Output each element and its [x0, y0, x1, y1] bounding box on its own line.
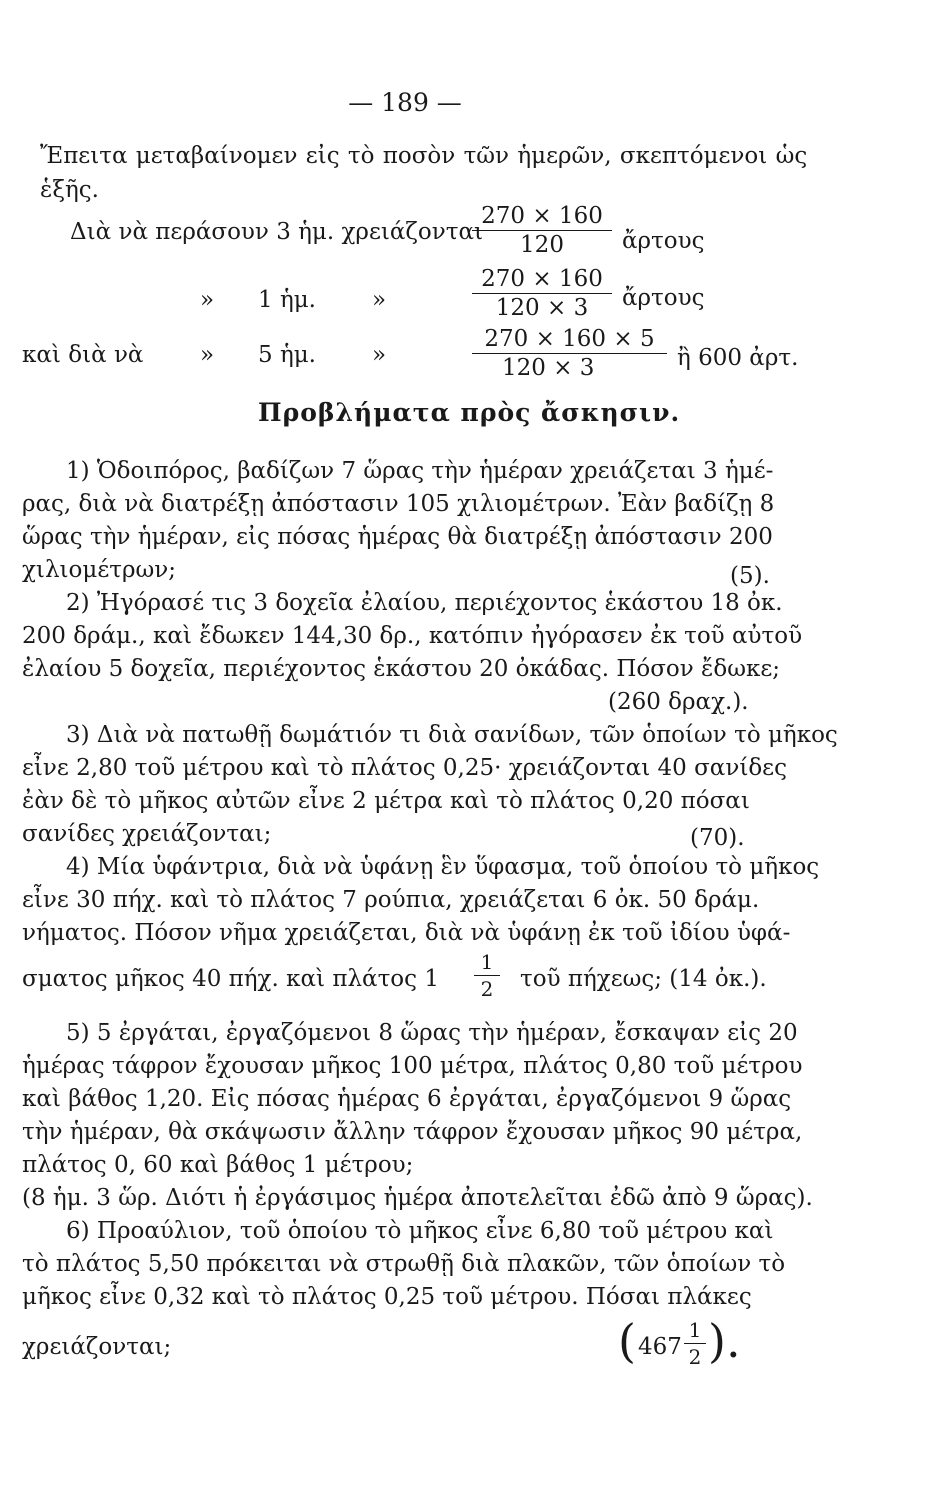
problem-6-line-2: τὸ πλάτος 5,50 πρόκειται νὰ στρωθῇ διὰ πλακῶν, τῶν ὁποίων τὸ [22, 1251, 786, 1277]
problem-3-line-4: σανίδες χρειάζονται; [22, 821, 272, 847]
half-fraction [474, 950, 500, 1001]
problem-6-line-1: 6) Προαύλιον, τοῦ ὁποίου τὸ μῆκος εἶνε 6,80 τοῦ μέτρου καὶ [66, 1218, 774, 1244]
problem-5-line-3: καὶ βάθος 1,20. Εἰς πόσας ἡμέρας 6 ἐργάται, ἐργαζόμενοι 9 ὥρας [22, 1086, 792, 1112]
answer-close-paren: ). [708, 1314, 741, 1368]
problem-1-line-4: χιλιομέτρων; [22, 557, 176, 583]
half-denominator: 2 [480, 977, 494, 1001]
derivation-3-result: ἢ 600 ἀρτ. [677, 345, 799, 371]
answer-open-paren: ( [618, 1314, 636, 1368]
answer-numerator: 1 [688, 1318, 702, 1342]
problem-6-line-3: μῆκος εἶνε 0,32 καὶ τὸ πλάτος 0,25 τοῦ μέτρου. Πόσαι πλάκες [22, 1284, 752, 1310]
derivation-1-unit: ἄρτους [622, 228, 705, 254]
problem-4-line-3: νήματος. Πόσον νῆμα χρειάζεται, διὰ νὰ ὑφάνῃ ἐκ τοῦ ἰδίου ὑφά- [22, 920, 791, 946]
derivation-3-days: 5 ἡμ. [258, 342, 316, 368]
derivation-2-days: 1 ἡμ. [258, 287, 316, 313]
derivation-3-fraction [472, 326, 667, 381]
section-heading: Προβλήματα πρὸς ἄσκησιν. [258, 398, 681, 427]
derivation-2-quote-2: » [372, 287, 387, 313]
fraction-bar [474, 975, 500, 976]
problem-2-line-2: 200 δράμ., καὶ ἔδωκεν 144,30 δρ., κατόπιν ἠγόρασεν ἐκ τοῦ αὐτοῦ [22, 623, 803, 649]
answer-whole: 467 [638, 1334, 682, 1360]
derivation-1-fraction [472, 203, 612, 258]
problem-5-line-4: τὴν ἡμέραν, θὰ σκάψωσιν ἄλλην τάφρον ἔχουσαν μῆκος 90 μέτρα, [22, 1119, 803, 1145]
problem-4-line-4-start: σματος μῆκος 40 πήχ. καὶ πλάτος 1 [22, 966, 439, 992]
problem-4-line-2: εἶνε 30 πήχ. καὶ τὸ πλάτος 7 ρούπια, χρειάζεται 6 ὀκ. 50 δράμ. [22, 887, 760, 913]
derivation-3-numerator: 270 × 160 × 5 [484, 326, 655, 352]
problem-2-line-3: ἐλαίου 5 δοχεῖα, περιέχοντος ἑκάστου 20 ὀκάδας. Πόσον ἔδωκε; [22, 656, 781, 682]
problem-5-line-2: ἡμέρας τάφρον ἔχουσαν μῆκος 100 μέτρα, πλάτος 0,80 τοῦ μέτρου [22, 1053, 803, 1079]
derivation-2-numerator: 270 × 160 [481, 266, 603, 292]
problem-3-line-1: 3) Διὰ νὰ πατωθῇ δωμάτιόν τι διὰ σανίδων, τῶν ὁποίων τὸ μῆκος [66, 722, 838, 748]
problem-1-line-2: ρας, διὰ νὰ διατρέξῃ ἀπόστασιν 105 χιλιομέτρων. Ἐὰν βαδίζῃ 8 [22, 491, 775, 517]
fraction-bar [684, 1343, 706, 1344]
derivation-1-numerator: 270 × 160 [481, 203, 603, 229]
derivation-2-denominator: 120 × 3 [495, 295, 589, 321]
problem-1-answer: (5). [730, 563, 770, 589]
derivation-3-quote-1: » [200, 342, 215, 368]
page-number: — 189 — [348, 88, 462, 117]
derivation-1-label: Διὰ νὰ περάσουν 3 ἡμ. χρειάζονται [70, 219, 483, 245]
answer-fraction [684, 1318, 706, 1369]
problem-6-line-4: χρειάζονται; [22, 1334, 172, 1360]
problem-3-answer: (70). [690, 825, 745, 851]
problem-1-line-1: 1) Ὁδοιπόρος, βαδίζων 7 ὥρας τὴν ἡμέραν χρειάζεται 3 ἡμέ- [66, 458, 774, 484]
fraction-bar [472, 293, 612, 294]
derivation-2-unit: ἄρτους [622, 285, 705, 311]
derivation-2-quote-1: » [200, 287, 215, 313]
problem-4-line-1: 4) Μία ὑφάντρια, διὰ νὰ ὑφάνῃ ἓν ὕφασμα, τοῦ ὁποίου τὸ μῆκος [66, 854, 820, 880]
derivation-1-denominator: 120 [520, 232, 564, 258]
problem-3-line-3: ἐὰν δὲ τὸ μῆκος αὐτῶν εἶνε 2 μέτρα καὶ τὸ πλάτος 0,20 πόσαι [22, 788, 750, 814]
intro-line-2: ἑξῆς. [40, 177, 99, 203]
intro-line-1: Ἔπειτα μεταβαίνομεν εἰς τὸ ποσὸν τῶν ἡμερῶν, σκεπτόμενοι ὡς [40, 143, 808, 169]
problem-3-line-2: εἶνε 2,80 τοῦ μέτρου καὶ τὸ πλάτος 0,25· χρειάζονται 40 σανίδες [22, 755, 787, 781]
derivation-3-denominator: 120 × 3 [502, 355, 595, 381]
problem-5-line-1: 5) 5 ἐργάται, ἐργαζόμενοι 8 ὥρας τὴν ἡμέραν, ἔσκαψαν εἰς 20 [66, 1020, 798, 1046]
derivation-3-prefix: καὶ διὰ νὰ [22, 342, 144, 368]
fraction-bar [472, 353, 667, 354]
problem-2-answer: (260 δραχ.). [608, 689, 749, 715]
half-numerator: 1 [480, 950, 494, 974]
derivation-3-quote-2: » [372, 342, 387, 368]
problem-4-line-4-end: τοῦ πήχεως; (14 ὀκ.). [520, 966, 767, 992]
problem-5-line-5: πλάτος 0, 60 καὶ βάθος 1 μέτρου; [22, 1152, 414, 1178]
fraction-bar [472, 230, 612, 231]
problem-1-line-3: ὥρας τὴν ἡμέραν, εἰς πόσας ἡμέρας θὰ διατρέξῃ ἀπόστασιν 200 [22, 524, 773, 550]
problem-5-answer: (8 ἡμ. 3 ὥρ. Διότι ἡ ἐργάσιμος ἡμέρα ἀποτελεῖται ἐδῶ ἀπὸ 9 ὥρας). [22, 1185, 813, 1211]
problem-2-line-1: 2) Ἠγόρασέ τις 3 δοχεῖα ἐλαίου, περιέχοντος ἑκάστου 18 ὀκ. [66, 590, 783, 616]
answer-denominator: 2 [688, 1345, 702, 1369]
derivation-2-fraction [472, 266, 612, 321]
